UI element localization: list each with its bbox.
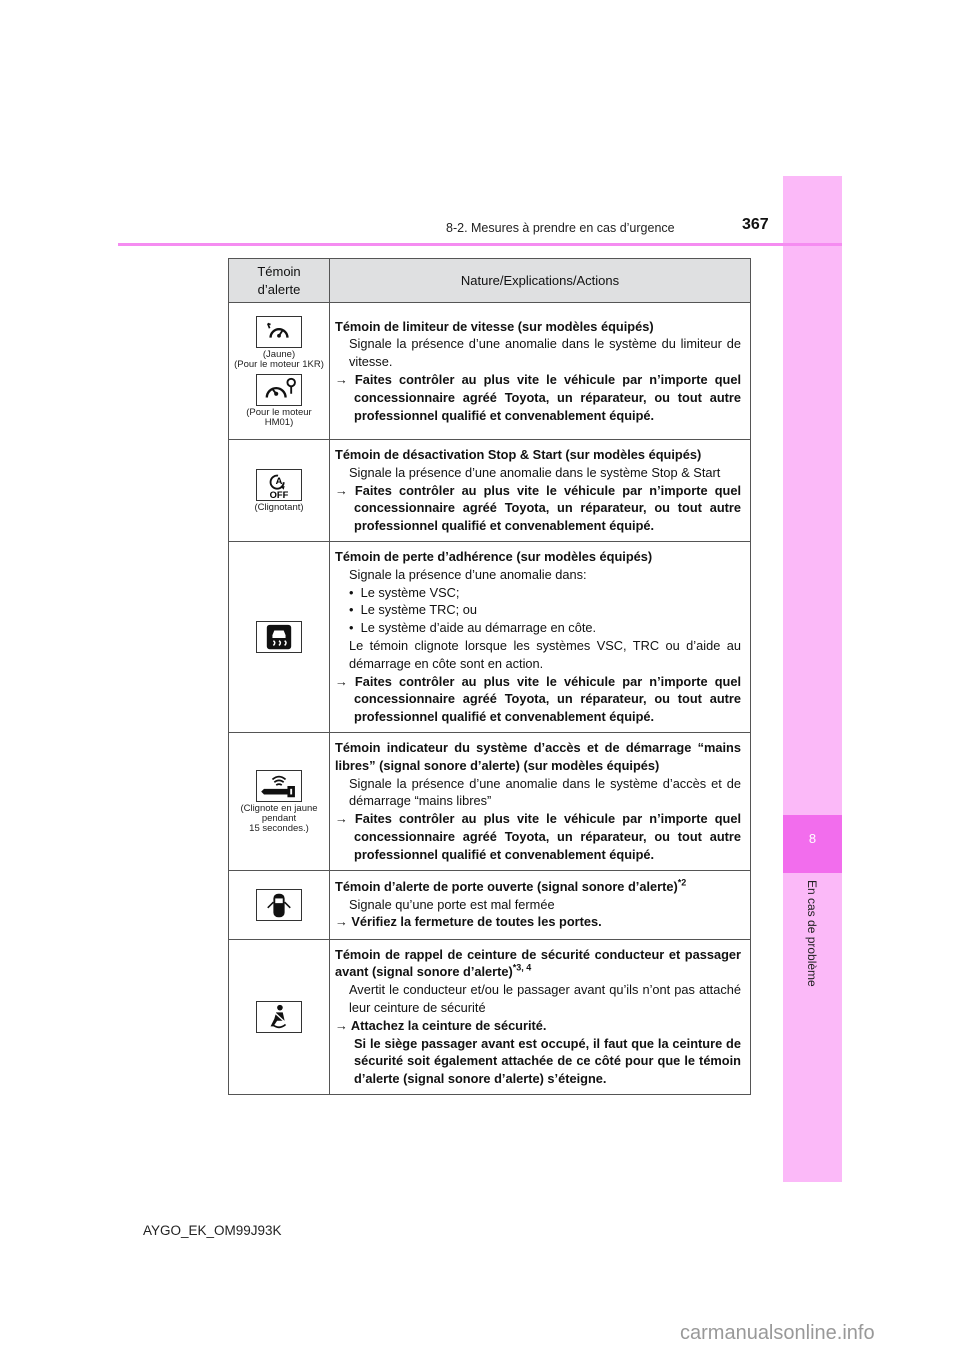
title-text: Témoin d’alerte de porte ouverte (signal sonore d’alerte) — [335, 878, 678, 894]
icon-cell — [229, 870, 330, 939]
description-cell — [330, 939, 751, 1094]
table-row — [229, 440, 751, 542]
header-nature: Nature/Explications/Actions — [330, 259, 751, 303]
section-title: 8-2. Mesures à prendre en cas d’urgence — [446, 221, 675, 235]
row-action — [335, 810, 741, 863]
table-row — [229, 732, 751, 870]
chapter-side-tab — [783, 176, 842, 1182]
action-text: Faites contrôler au plus vite le véhicule par n’importe quel concessionnaire agréé Toyota, un réparateur, ou tout autre professionnel qualifié et convenablement équipé. — [354, 811, 741, 862]
bullet-text: Le système VSC; — [360, 584, 460, 600]
icon-caption: HM01) — [264, 417, 294, 428]
icon-cell — [229, 303, 330, 440]
icon-caption: (Jaune) — [262, 349, 296, 360]
row-title: Témoin de perte d’adhérence (sur modèles équipés) — [335, 548, 653, 564]
row-title — [335, 878, 741, 896]
action-text: Faites contrôler au plus vite le véhicule par n’importe quel concessionnaire agréé Toyota, un réparateur, ou tout autre professionnel qualifié et convenablement équipé. — [354, 482, 741, 534]
row-text: Signale la présence d’une anomalie dans le système du limiteur de vitesse. — [349, 336, 741, 370]
action-text: Vérifiez la fermeture de toutes les portes. — [351, 914, 602, 930]
row-text: Signale la présence d’une anomalie dans le système Stop & Start — [349, 464, 721, 480]
arrow-icon: → — [335, 811, 348, 827]
row-action — [335, 1017, 741, 1035]
footnote-ref: *3, 4 — [512, 963, 532, 974]
row-text: Signale la présence d’une anomalie dans le système d’accès et de démarrage “mains libres” — [349, 775, 741, 809]
icon-caption: (Clignotant) — [254, 502, 304, 514]
footnote-ref: *2 — [677, 877, 687, 888]
arrow-icon: → — [335, 372, 348, 387]
slip-indicator-icon — [256, 621, 302, 653]
row-text: Le témoin clignote lorsque les systèmes VSC, TRC ou d’aide au démarrage en côte sont en action. — [349, 637, 741, 671]
row-title: Témoin de désactivation Stop & Start (sur modèles équipés) — [335, 447, 702, 462]
table-row — [229, 939, 751, 1094]
bullet-text: Le système d’aide au démarrage en côte. — [360, 620, 597, 636]
row-text: Avertit le conducteur et/ou le passager avant qu’ils n’ont pas attaché leur ceinture de sécurité — [349, 982, 741, 1015]
row-action-continued: Si le siège passager avant est occupé, il faut que la ceinture de sécurité soit également attachée de ce côté pour que le témoin d’alerte (signal sonore d’alerte) s’éteigne. — [354, 1035, 741, 1087]
open-door-icon — [256, 889, 302, 921]
header-text: d’alerte — [257, 281, 301, 297]
stop-start-off-icon — [256, 469, 302, 501]
description-cell — [330, 732, 751, 870]
bullet-item: • Le système TRC; ou — [349, 602, 477, 618]
seatbelt-reminder-icon — [256, 1001, 302, 1033]
chapter-label — [783, 880, 842, 1000]
action-text: Attachez la ceinture de sécurité. — [350, 1017, 547, 1033]
description-cell — [330, 870, 751, 939]
watermark: carmanualsonline.info — [680, 1322, 875, 1344]
svg-text:A: A — [275, 476, 283, 487]
speed-limiter-icon — [256, 316, 302, 348]
arrow-icon: → — [335, 1017, 348, 1033]
icon-cell — [229, 541, 330, 732]
title-text: Témoin de rappel de ceinture de sécurité conducteur et passager avant (signal sonore d’alerte) — [335, 946, 741, 980]
row-title: Témoin indicateur du système d’accès et de démarrage “mains libres” (signal sonore d’alerte) (sur modèles équipés) — [335, 739, 741, 773]
icon-caption: 15 secondes.) — [249, 823, 309, 835]
warning-lights-table — [228, 258, 751, 1095]
bullet-item: • Le système d’aide au démarrage en côte. — [349, 620, 597, 636]
icon-cell — [229, 939, 330, 1094]
description-cell — [330, 303, 751, 440]
chapter-number-tab[interactable]: 8 — [783, 815, 842, 873]
icon-caption: (Pour le moteur — [246, 407, 312, 418]
icon-cell — [229, 440, 330, 542]
table-row — [229, 303, 751, 440]
header-warning-light — [229, 259, 330, 303]
row-title — [335, 946, 741, 982]
row-text: Signale qu’une porte est mal fermée — [349, 896, 555, 912]
chapter-label-text: En cas de problème — [805, 880, 819, 987]
table-row — [229, 870, 751, 939]
bullet-text: Le système TRC; ou — [360, 602, 477, 618]
description-cell — [330, 541, 751, 732]
arrow-icon: → — [335, 914, 348, 930]
action-text: Faites contrôler au plus vite le véhicule par n’importe quel concessionnaire agréé Toyota, un réparateur, ou tout autre professionnel qualifié et convenablement équipé. — [354, 372, 741, 423]
table-row — [229, 541, 751, 732]
row-text: Signale la présence d’une anomalie dans: — [349, 566, 587, 582]
action-text: Faites contrôler au plus vite le véhicule par n’importe quel concessionnaire agréé Toyota, un réparateur, ou tout autre professionnel qualifié et convenablement équipé. — [354, 673, 741, 725]
header-text: Témoin — [257, 263, 301, 279]
icon-caption: (Pour le moteur 1KR) — [234, 359, 324, 370]
icon-caption: (Clignote en jaune — [240, 803, 318, 815]
row-action — [335, 482, 741, 535]
speed-limiter-hm01-icon — [256, 374, 302, 406]
arrow-icon: → — [335, 673, 348, 689]
row-action — [335, 913, 741, 931]
arrow-icon: → — [335, 482, 348, 498]
icon-caption: pendant — [261, 813, 297, 825]
document-code: AYGO_EK_OM99J93K — [143, 1223, 282, 1238]
table-header-row — [229, 259, 751, 303]
icon-cell — [229, 732, 330, 870]
description-cell — [330, 440, 751, 542]
svg-text:OFF: OFF — [269, 490, 289, 501]
smart-key-icon — [256, 770, 302, 802]
page-number: 367 — [742, 216, 769, 233]
row-title: Témoin de limiteur de vitesse (sur modèles équipés) — [335, 318, 654, 334]
row-action — [335, 371, 741, 424]
row-action — [335, 673, 741, 726]
header-divider — [118, 243, 842, 246]
bullet-item: • Le système VSC; — [349, 584, 460, 600]
